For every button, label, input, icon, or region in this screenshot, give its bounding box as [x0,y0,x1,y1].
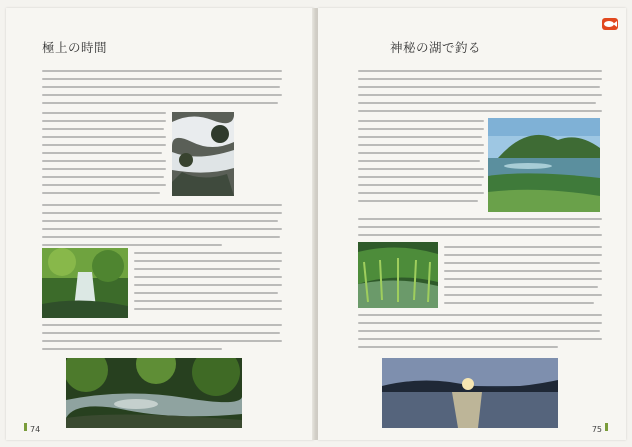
right-page [318,8,626,440]
right-page-title: 神秘の湖で釣る [390,40,482,55]
snowy-stream-photo [172,112,234,196]
lake-mountain-photo [488,118,600,212]
left-page-number: 74 [30,425,41,434]
fish-icon [602,18,618,30]
river-forest-photo [66,358,242,428]
left-page [6,8,314,440]
green-shallows-photo [358,242,438,308]
sunset-lake-photo [382,358,558,428]
page-marker-left [24,423,27,431]
page-marker-right [605,423,608,431]
left-page-title: 極上の時間 [42,40,108,55]
waterfall-photo [42,248,128,318]
right-page-number: 75 [591,425,602,434]
